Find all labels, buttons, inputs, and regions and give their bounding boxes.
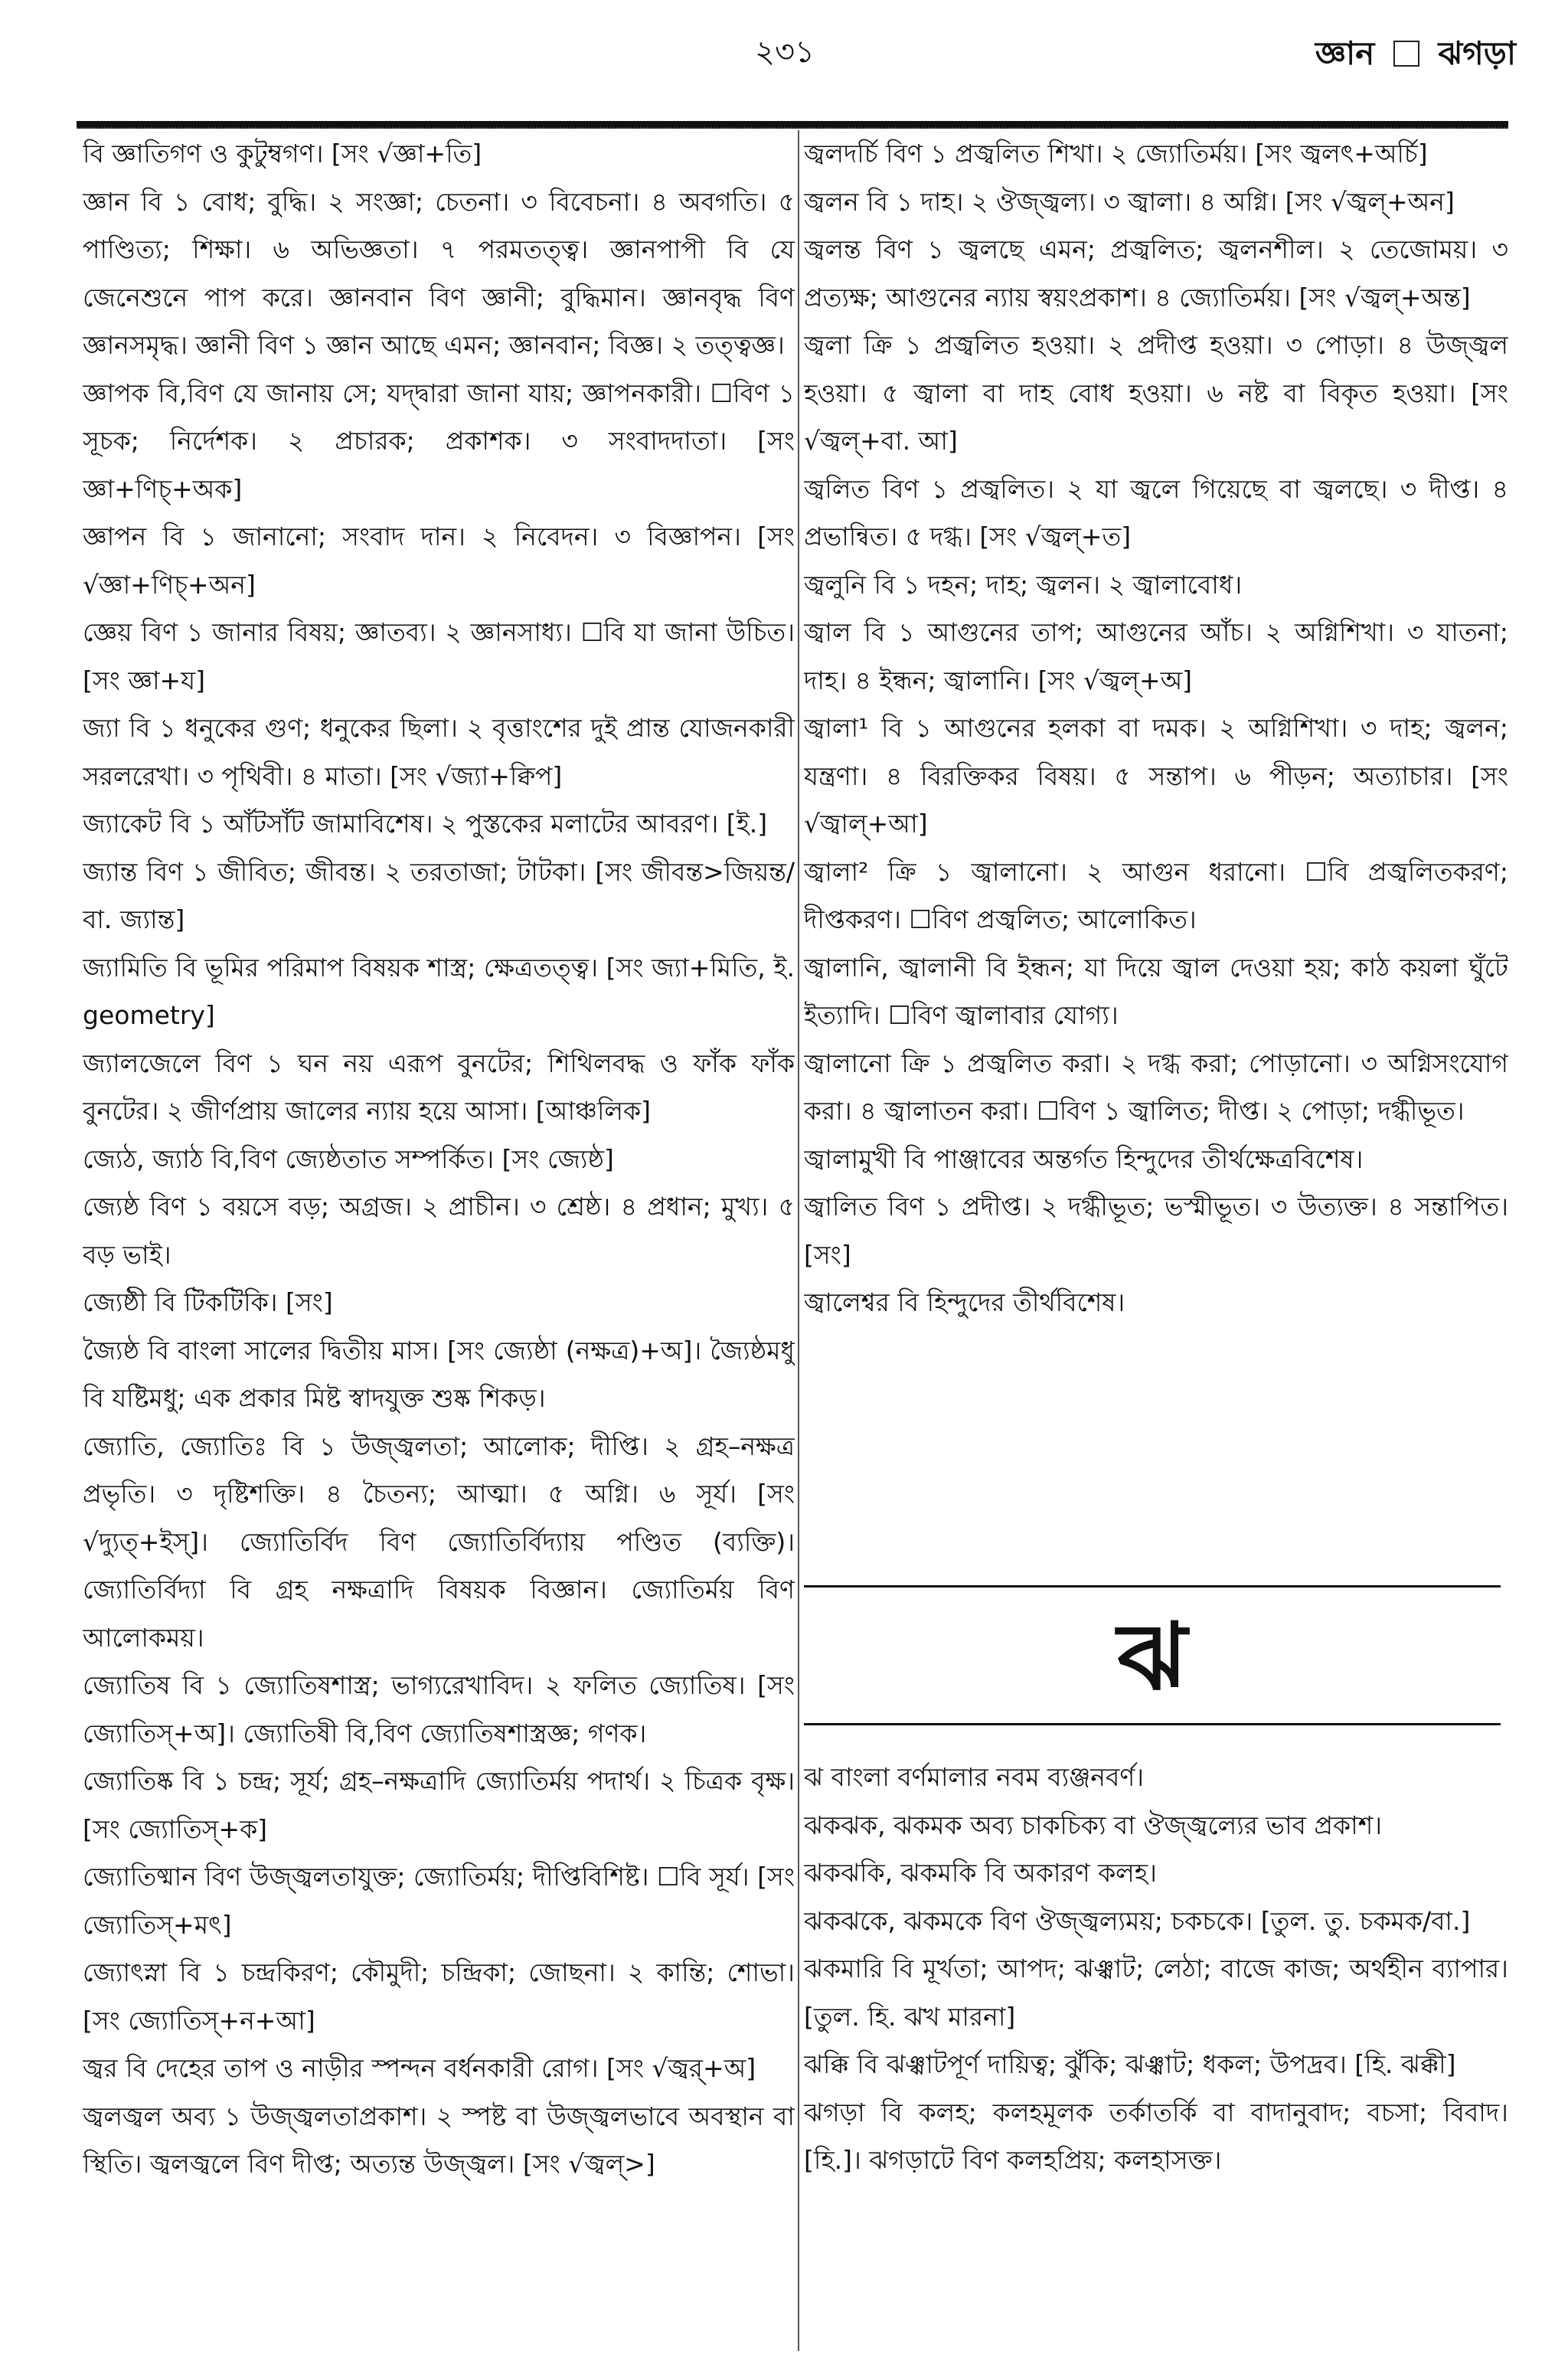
dictionary-entry: জ্যেষ্ঠ বিণ ১ বয়সে বড়; অগ্রজ। ২ প্রাচীন। ৩ শ্রেষ্ঠ। ৪ প্রধান; মুখ্য। ৫ বড় ভাই। xyxy=(83,1192,795,1270)
dictionary-entry: জ্যোৎস্না বি ১ চন্দ্রকিরণ; কৌমুদী; চন্দ্রিকা; জোছনা। ২ কান্তি; শোভা। [সং জ্যোতিস্+ন+আ] xyxy=(83,1957,795,2036)
dictionary-entry: ঝক্কি বি ঝঞ্ঝাটপূর্ণ দায়িত্ব; ঝুঁকি; ঝঞ্ঝাট; ধকল; উপদ্রব। [হি. ঝক্কী] xyxy=(804,2049,1456,2079)
dictionary-entry: জ্যাকেট বি ১ আঁটসাঁট জামাবিশেষ। ২ পুস্তকের মলাটের আবরণ। [ই.] xyxy=(83,809,768,839)
dictionary-entry: জ্বালেশ্বর বি হিন্দুদের তীর্থবিশেষ। xyxy=(804,1287,1125,1317)
right-column-section xyxy=(804,1754,1508,2351)
dictionary-entry: জ্বালিত বিণ ১ প্রদীপ্ত। ২ দগ্ধীভূত; ভস্মীভূত। ৩ উত্যক্ত। ৪ সন্তাপিত। [সং] xyxy=(804,1192,1508,1270)
dictionary-entry: ঝকঝকে, ঝকমকে বিণ ঔজ্জ্বল্যময়; চকচকে। [তুল. তু. চকমক/বা.] xyxy=(804,1905,1471,1936)
dictionary-entry: ঝকমারি বি মূর্খতা; আপদ; ঝঞ্ঝাট; লেঠা; বাজে কাজ; অর্থহীন ব্যাপার। [তুল. হি. ঝখ মারনা] xyxy=(804,1954,1508,2032)
dictionary-entry: জ্যালজেলে বিণ ১ ঘন নয় এরূপ বুনটের; শিথিলবদ্ধ ও ফাঁক ফাঁক বুনটের। ২ জীর্ণপ্রায় জালের ন্যায় হয়ে আসা। [আঞ্চলিক] xyxy=(83,1048,795,1126)
dictionary-entry: জ্যৈষ্ঠ বি বাংলা সালের দ্বিতীয় মাস। [সং জ্যেষ্ঠা (নক্ষত্র)+অ]। জ্যৈষ্ঠমধু বি যষ্টিমধু; এক প্রকার মিষ্ট স্বাদযুক্ত শুষ্ক শিকড়। xyxy=(83,1335,795,1413)
header-rule xyxy=(77,121,1508,129)
section-rule-top xyxy=(804,1585,1501,1588)
dictionary-entry: জ্বালা¹ বি ১ আগুনের হলকা বা দমক। ২ অগ্নিশিখা। ৩ দাহ; জ্বলন; যন্ত্রণা। ৪ বিরক্তিকর বিষয়। ৫ সন্তাপ। ৬ পীড়ন; অত্যাচার। [সং √জ্বাল্+আ] xyxy=(804,713,1508,839)
dictionary-entry: ঝগড়া বি কলহ; কলহমূলক তর্কাতর্কি বা বাদানুবাদ; বচসা; বিবাদ। [হি.]। ঝগড়াটে বিণ কলহপ্রিয়; কলহাসক্ত। xyxy=(804,2097,1508,2175)
dictionary-entry: জ্বালামুখী বি পাঞ্জাবের অন্তর্গত হিন্দুদের তীর্থক্ষেত্রবিশেষ। xyxy=(804,1143,1364,1174)
dictionary-entry: জ্বর বি দেহের তাপ ও নাড়ীর স্পন্দন বর্ধনকারী রোগ। [সং √জ্বর্+অ] xyxy=(83,2053,756,2083)
dictionary-entry: জ্যামিতি বি ভূমির পরিমাপ বিষয়ক শাস্ত্র; ক্ষেত্রতত্ত্ব। [সং জ্যা+মিতি, ই. geometry] xyxy=(83,952,795,1030)
dictionary-entry: জ্বলুনি বি ১ দহন; দাহ; জ্বলন। ২ জ্বালাবোধ। xyxy=(804,569,1243,600)
dictionary-entry: ঝকঝকি, ঝকমকি বি অকারণ কলহ। xyxy=(804,1858,1157,1888)
dictionary-entry: জ্বলন বি ১ দাহ। ২ ঔজ্জ্বল্য। ৩ জ্বালা। ৪ অগ্নি। [সং √জ্বল্+অন] xyxy=(804,186,1455,217)
separator-box-icon xyxy=(1393,41,1419,67)
dictionary-entry: জ্বাল বি ১ আগুনের তাপ; আগুনের আঁচ। ২ অগ্নিশিখা। ৩ যাতনা; দাহ। ৪ ইন্ধন; জ্বালানি। [সং √জ্বল্+অ] xyxy=(804,617,1508,695)
dictionary-entry: জ্যোতিষ্ক বি ১ চন্দ্র; সূর্য; গ্রহ–নক্ষত্রাদি জ্যোতির্ময় পদার্থ। ২ চিত্রক বৃক্ষ। [সং জ্যোতিস্+ক] xyxy=(83,1766,795,1844)
dictionary-entry: জ্যোতিষ্মান বিণ উজ্জ্বলতাযুক্ত; জ্যোতির্ময়; দীপ্তিবিশিষ্ট। ☐বি সূর্য। [সং জ্যোতিস্+মৎ] xyxy=(83,1862,795,1940)
column-divider xyxy=(798,130,799,2351)
dictionary-entry: জ্বালানো ক্রি ১ প্রজ্বলিত করা। ২ দগ্ধ করা; পোড়ানো। ৩ অগ্নিসংযোগ করা। ৪ জ্বালাতন করা। ☐বিণ ১ জ্বালিত; দীপ্ত। ২ পোড়া; দগ্ধীভূত। xyxy=(804,1048,1508,1126)
dictionary-entry: জ্ঞান বি ১ বোধ; বুদ্ধি। ২ সংজ্ঞা; চেতনা। ৩ বিবেচনা। ৪ অবগতি। ৫ পাণ্ডিত্য; শিক্ষা। ৬ অভিজ্ঞতা। ৭ পরমতত্ত্ব। জ্ঞানপাপী বি যে জেনেশুনে পাপ করে। জ্ঞানবান বিণ জ্ঞানী; বুদ্ধিমান। জ্ঞানবৃদ্ধ বিণ জ্ঞানসমৃদ্ধ। জ্ঞানী বিণ ১ জ্ঞান আছে এমন; জ্ঞানবান; বিজ্ঞ। ২ তত্ত্বজ্ঞ। xyxy=(83,186,795,360)
dictionary-entry: জ্বলদর্চি বিণ ১ প্রজ্বলিত শিখা। ২ জ্যোতির্ময়। [সং জ্বলৎ+অর্চি] xyxy=(804,139,1428,168)
dictionary-entry: বি জ্ঞাতিগণ ও কুটুম্বগণ। [সং √জ্ঞা+তি] xyxy=(83,139,482,168)
dictionary-entry: জ্ঞেয় বিণ ১ জানার বিষয়; জ্ঞাতব্য। ২ জ্ঞানসাধ্য। ☐বি যা জানা উচিত। [সং জ্ঞা+য] xyxy=(83,617,795,695)
dictionary-entry: জ্যোতি, জ্যোতিঃ বি ১ উজ্জ্বলতা; আলোক; দীপ্তি। ২ গ্রহ–নক্ষত্র প্রভৃতি। ৩ দৃষ্টিশক্তি। ৪ চৈতন্য; আত্মা। ৫ অগ্নি। ৬ সূর্য। [সং √দ্যুত্+ইস্]। জ্যোতির্বিদ বিণ জ্যোতির্বিদ্যায় পণ্ডিত (ব্যক্তি)। জ্যোতির্বিদ্যা বি গ্রহ নক্ষত্রাদি বিষয়ক বিজ্ঞান। জ্যোতির্ময় বিণ আলোকময়। xyxy=(83,1431,795,1653)
dictionary-entry: জ্বালানি, জ্বালানী বি ইন্ধন; যা দিয়ে জ্বাল দেওয়া হয়; কাঠ কয়লা ঘুঁটে ইত্যাদি। ☐বিণ জ্বালাবার যোগ্য। xyxy=(804,952,1508,1030)
guide-word-last: ঝগড়া xyxy=(1438,34,1516,72)
guide-words xyxy=(1315,34,1516,74)
dictionary-entry: জ্যেঠ, জ্যাঠ বি,বিণ জ্যেষ্ঠতাত সম্পর্কিত। [সং জ্যেষ্ঠ] xyxy=(83,1143,614,1174)
dictionary-entry: জ্যোতিষ বি ১ জ্যোতিষশাস্ত্র; ভাগ্যরেখাবিদ। ২ ফলিত জ্যোতিষ। [সং জ্যোতিস্+অ]। জ্যোতিষী বি,বিণ জ্যোতিষশাস্ত্রজ্ঞ; গণক। xyxy=(83,1670,795,1748)
dictionary-entry: জ্বলিত বিণ ১ প্রজ্বলিত। ২ যা জ্বলে গিয়েছে বা জ্বলছে। ৩ দীপ্ত। ৪ প্রভান্বিত। ৫ দগ্ধ। [সং √জ্বল্+ত] xyxy=(804,473,1508,551)
dictionary-entry: জ্ঞাপন বি ১ জানানো; সংবাদ দান। ২ নিবেদন। ৩ বিজ্ঞাপন। [সং √জ্ঞা+ণিচ্+অন] xyxy=(83,522,795,600)
page-number: ২৩১ xyxy=(755,34,815,70)
dictionary-entry: ঝ বাংলা বর্ণমালার নবম ব্যঞ্জনবর্ণ। xyxy=(804,1762,1145,1792)
dictionary-entry: জ্বালা² ক্রি ১ জ্বালানো। ২ আগুন ধরানো। ☐বি প্রজ্বলিতকরণ; দীপ্তকরণ। ☐বিণ প্রজ্বলিত; আলোকিত। xyxy=(804,856,1508,934)
left-column xyxy=(83,130,795,2351)
dictionary-entry: জ্বলন্ত বিণ ১ জ্বলছে এমন; প্রজ্বলিত; জ্বলনশীল। ২ তেজোময়। ৩ প্রত্যক্ষ; আগুনের ন্যায় স্বয়ংপ্রকাশ। ৪ জ্যোতির্ময়। [সং √জ্বল্+অন্ত] xyxy=(804,234,1508,312)
dictionary-entry: জ্বলা ক্রি ১ প্রজ্বলিত হওয়া। ২ প্রদীপ্ত হওয়া। ৩ পোড়া। ৪ উজ্জ্বল হওয়া। ৫ জ্বালা বা দাহ বোধ হওয়া। ৬ নষ্ট বা বিকৃত হওয়া। [সং √জ্বল্+বা. আ] xyxy=(804,330,1508,456)
dictionary-entry: জ্যান্ত বিণ ১ জীবিত; জীবন্ত। ২ তরতাজা; টাটকা। [সং জীবন্ত>জিয়ন্ত/বা. জ্যান্ত] xyxy=(83,856,795,934)
dictionary-entry: ঝকঝক, ঝকমক অব্য চাকচিক্য বা ঔজ্জ্বল্যের ভাব প্রকাশ। xyxy=(804,1810,1383,1840)
right-column xyxy=(804,130,1508,1547)
dictionary-entry: জ্যেষ্ঠী বি টিকটিকি। [সং] xyxy=(83,1287,333,1317)
guide-word-first: জ্ঞান xyxy=(1315,34,1375,72)
section-letter-heading: ঝ xyxy=(1117,1604,1187,1711)
dictionary-entry: জ্ঞাপক বি,বিণ যে জানায় সে; যদ্দ্বারা জানা যায়; জ্ঞাপনকারী। ☐বিণ ১ সূচক; নির্দেশক। ২ প্রচারক; প্রকাশক। ৩ সংবাদদাতা। [সং জ্ঞা+ণিচ্+অক] xyxy=(83,378,795,504)
dictionary-entry: জ্বলজ্বল অব্য ১ উজ্জ্বলতাপ্রকাশ। ২ স্পষ্ট বা উজ্জ্বলভাবে অবস্থান বা স্থিতি। জ্বলজ্বলে বিণ দীপ্ত; অত্যন্ত উজ্জ্বল। [সং √জ্বল্>] xyxy=(83,2101,795,2179)
section-rule-bottom xyxy=(804,1723,1501,1725)
dictionary-entry: জ্যা বি ১ ধনুকের গুণ; ধনুকের ছিলা। ২ বৃত্তাংশের দুই প্রান্ত যোজনকারী সরলরেখা। ৩ পৃথিবী। ৪ মাতা। [সং √জ্যা+ক্বিপ] xyxy=(83,713,795,791)
